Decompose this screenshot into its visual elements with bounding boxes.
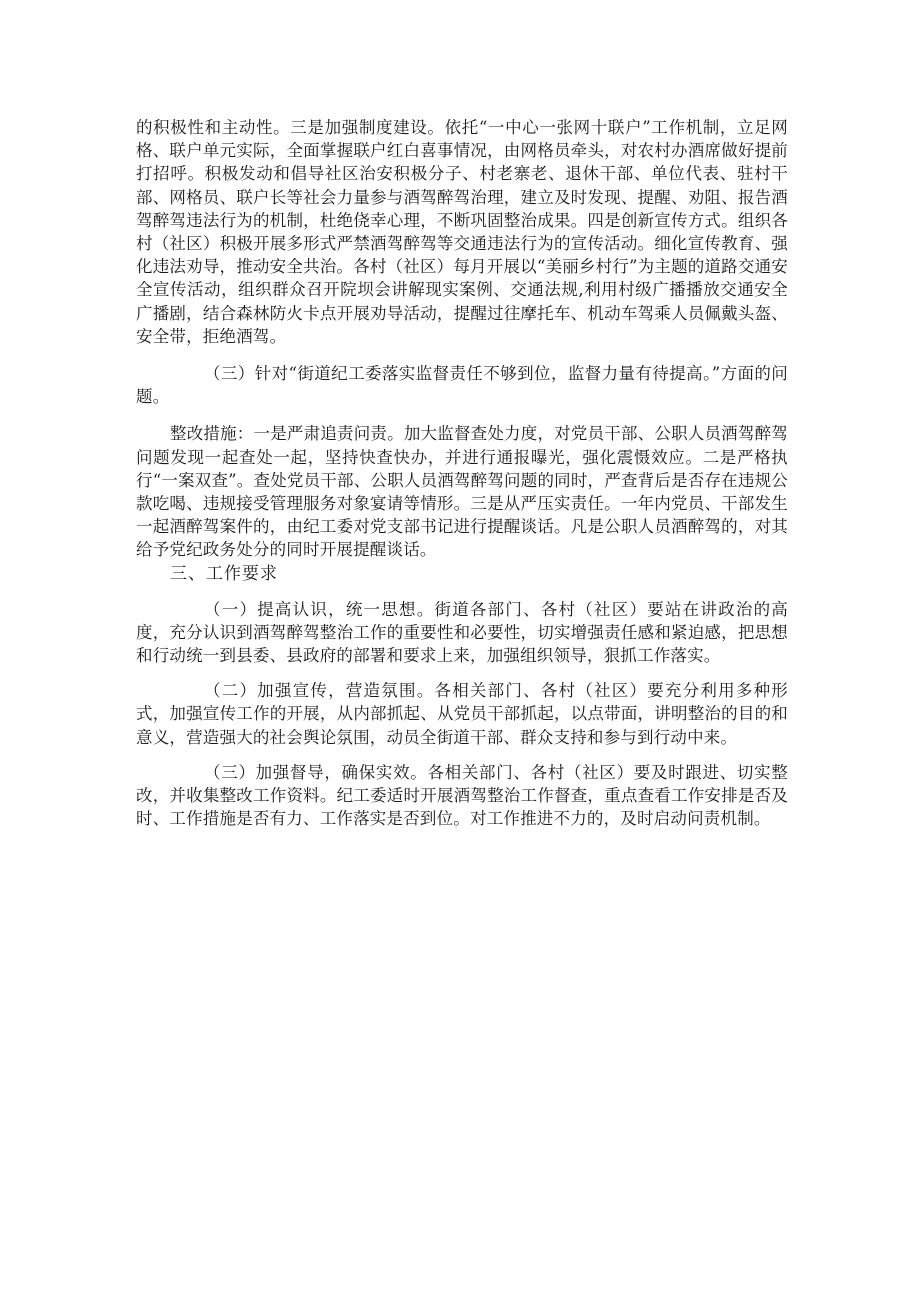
paragraph-requirement-three: （三）加强督导，确保实效。各相关部门、各村（社区）要及时跟进、切实整改，并收集整改工作资料。纪工委适时开展酒驾整治工作督查，重点查看工作安排是否及时、工作措施是否有力、工作落实是否到位。对工作推进不力的，及时启动问责机制。 xyxy=(136,762,788,829)
paragraph-rectification-continued: 的积极性和主动性。三是加强制度建设。依托“一中心一张网十联户”工作机制，立足网格、联户单元实际，全面掌握联户红白喜事情况，由网格员牵头，对农村办酒席做好提前打招呼。积极发动和倡导社区治安积极分子、村老寨老、退休干部、单位代表、驻村干部、网格员、联户长等社会力量参与酒驾醉驾治理，建立及时发现、提醒、劝阻、报告酒驾醉驾违法行为的机制，杜绝侥幸心理，不断巩固整治成果。四是创新宣传方式。组织各村（社区）积极开展多形式严禁酒驾醉驾等交通违法行为的宣传活动。细化宣传教育、强化违法劝导，推动安全共治。各村（社区）每月开展以“美丽乡村行”为主题的道路交通安全宣传活动，组织群众召开院坝会讲解现实案例、交通法规,利用村级广播播放交通安全广播剧，结合森林防火卡点开展劝导活动，提醒过往摩托车、机动车驾乘人员佩戴头盔、安全带，拒绝酒驾。 xyxy=(136,118,788,346)
paragraph-rectification-measures: 整改措施：一是严肃追责问责。加大监督查处力度，对党员干部、公职人员酒驾醉驾问题发现一起查处一起，坚持快查快办，并进行通报曝光，强化震慑效应。二是严格执行“一案双查”。查处党员干部、公职人员酒驾醉驾问题的同时，严查背后是否存在违规公款吃喝、违规接受管理服务对象宴请等情形。三是从严压实责任。一年内党员、干部发生一起酒醉驾案件的，由纪工委对党支部书记进行提醒谈话。凡是公职人员酒醉驾的，对其给予党纪政务处分的同时开展提醒谈话。 xyxy=(136,424,788,560)
paragraph-issue-three: （三）针对“街道纪工委落实监督责任不够到位，监督力量有待提高。”方面的问题。 xyxy=(136,364,788,407)
paragraph-requirement-two: （二）加强宣传，营造氛围。各相关部门、各村（社区）要充分利用多种形式，加强宣传工作的开展，从内部抓起、从党员干部抓起，以点带面，讲明整治的目的和意义，营造强大的社会舆论氛围，动员全街道干部、群众支持和参与到行动中来。 xyxy=(136,681,788,747)
document-body xyxy=(136,116,788,830)
paragraph-requirement-one: （一）提高认识，统一思想。街道各部门、各村（社区）要站在讲政治的高度，充分认识到酒驾醉驾整治工作的重要性和必要性，切实增强责任感和紧迫感，把思想和行动统一到县委、县政府的部署和要求上来，加强组织领导，狠抓工作落实。 xyxy=(136,599,788,666)
section-heading-work-requirements: 三、工作要求 xyxy=(170,563,278,584)
